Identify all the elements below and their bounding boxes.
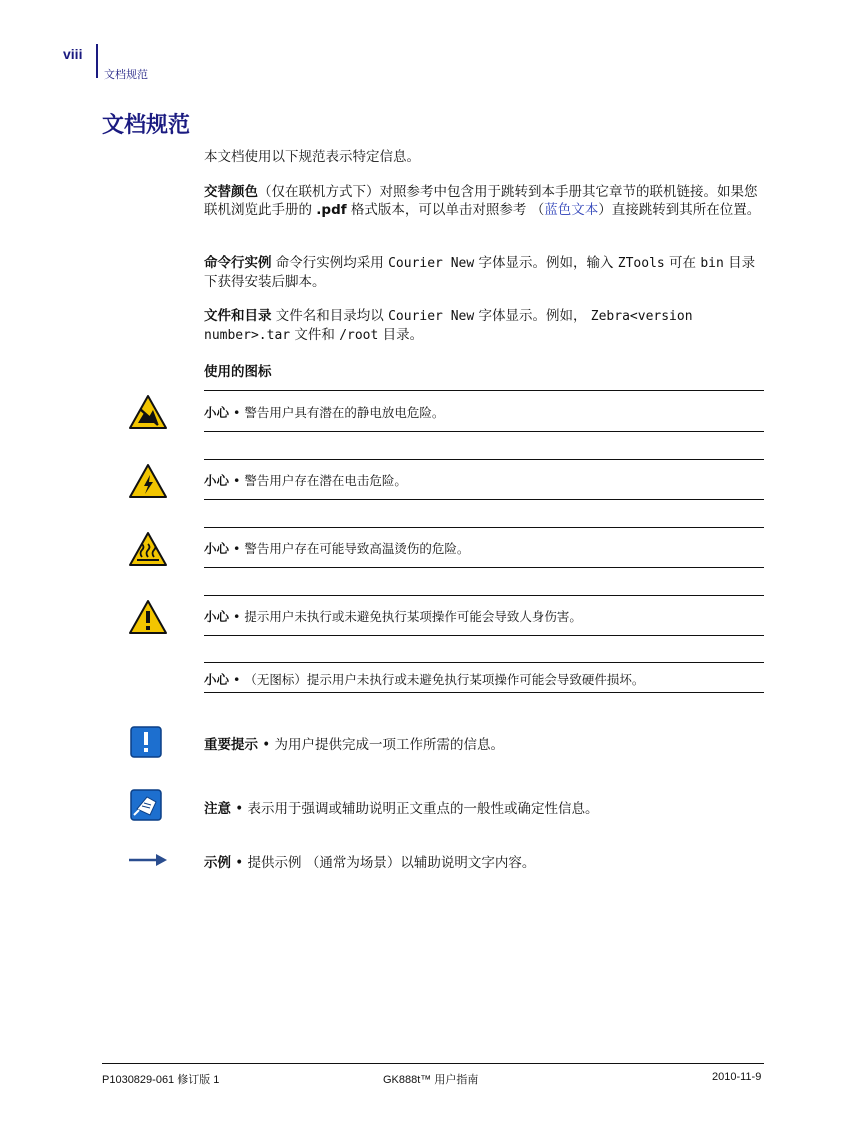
files-term: 文件和目录 bbox=[204, 308, 272, 324]
caution-rule-top bbox=[204, 390, 764, 391]
esd-warning-icon bbox=[128, 394, 168, 434]
files-code-directory: /root bbox=[339, 328, 379, 343]
note-description: 提供示例 （通常为场景）以辅助说明文字内容。 bbox=[247, 855, 536, 871]
caution-rule-bottom bbox=[204, 635, 764, 636]
command-line-text-d: 目录下获得安装后脚本。 bbox=[204, 255, 756, 290]
caution-bullet: • bbox=[229, 541, 245, 556]
command-line-text-a: 命令行实例均采用 bbox=[271, 255, 389, 271]
footer-date: 2010-11-9 bbox=[712, 1071, 762, 1083]
caution-rule-bottom bbox=[204, 692, 764, 693]
note-description: 表示用于强调或辅助说明正文重点的一般性或确定性信息。 bbox=[247, 801, 599, 817]
note-label: 重要提示 bbox=[204, 737, 258, 753]
caution-injury-text bbox=[204, 607, 764, 625]
page-number: viii bbox=[63, 46, 83, 62]
code-filename: Zebra<version number>.tar bbox=[204, 309, 693, 343]
caution-rule-top bbox=[204, 595, 764, 596]
files-text-c: 文件和 bbox=[290, 327, 340, 343]
caution-rule-top bbox=[204, 459, 764, 460]
caution-label: 小心 bbox=[204, 541, 230, 556]
electric-shock-icon bbox=[128, 463, 168, 503]
footer-rule bbox=[102, 1063, 764, 1064]
code-font-name: Courier New bbox=[388, 256, 475, 271]
command-line-text-c: 可在 bbox=[664, 255, 701, 271]
alt-color-term: 交替颜色 bbox=[204, 184, 258, 200]
alt-color-text-a: （仅在联机方式下）对照参考中包含用于跳转到本手册其它章节的联机链接。如果您联机浏览此手册的 bbox=[204, 184, 758, 218]
caution-rule-bottom bbox=[204, 431, 764, 432]
code-command: ZTools bbox=[617, 256, 665, 271]
important-icon bbox=[130, 726, 162, 762]
running-title: 文档规范 bbox=[104, 68, 148, 81]
note-icon bbox=[130, 789, 162, 825]
caution-rule-bottom bbox=[204, 567, 764, 568]
caution-hardware-text bbox=[204, 670, 764, 688]
caution-description: 提示用户未执行或未避免执行某项操作可能会导致人身伤害。 bbox=[244, 609, 582, 624]
files-paragraph bbox=[204, 307, 764, 345]
code-directory: bin bbox=[700, 256, 724, 271]
command-line-term: 命令行实例 bbox=[204, 255, 272, 271]
caution-rule-bottom bbox=[204, 499, 764, 500]
caution-description: 警告用户存在潜在电击危险。 bbox=[244, 473, 407, 488]
caution-rule-top bbox=[204, 527, 764, 528]
note-bullet: • bbox=[231, 855, 248, 871]
caution-label: 小心 bbox=[204, 473, 230, 488]
caution-bullet: • bbox=[229, 473, 245, 488]
note-bullet: • bbox=[231, 801, 248, 817]
caution-hot-text bbox=[204, 539, 764, 557]
caution-bullet: • bbox=[229, 609, 245, 624]
caution-rule-top bbox=[204, 662, 764, 663]
intro-paragraph: 本文档使用以下规范表示特定信息。 bbox=[204, 149, 420, 165]
caution-bullet: • bbox=[229, 672, 245, 687]
command-line-paragraph bbox=[204, 254, 764, 291]
command-line-text-b: 字体显示。例如，输入 bbox=[474, 255, 618, 271]
caution-description: 警告用户存在可能导致高温烫伤的危险。 bbox=[244, 541, 470, 556]
alt-color-text-c: ）直接跳转到其所在位置。 bbox=[598, 202, 761, 218]
note-text bbox=[204, 797, 764, 817]
page-title: 文档规范 bbox=[102, 113, 191, 138]
caution-label: 小心 bbox=[204, 609, 230, 624]
header-divider bbox=[96, 44, 98, 78]
caution-description: 警告用户具有潜在的静电放电危险。 bbox=[244, 405, 445, 420]
files-text-d: 目录。 bbox=[378, 327, 424, 343]
caution-label: 小心 bbox=[204, 672, 230, 687]
files-text-a: 文件名和目录均以 bbox=[271, 308, 389, 324]
note-label: 示例 bbox=[204, 855, 231, 871]
example-text bbox=[204, 851, 764, 871]
alt-color-text-b: 格式版本，可以单击对照参考 （ bbox=[346, 202, 545, 218]
important-text bbox=[204, 733, 764, 753]
icons-heading: 使用的图标 bbox=[204, 364, 272, 380]
note-description: 为用户提供完成一项工作所需的信息。 bbox=[274, 737, 505, 753]
hot-surface-icon bbox=[128, 531, 168, 571]
note-label: 注意 bbox=[204, 801, 231, 817]
caution-label: 小心 bbox=[204, 405, 230, 420]
blue-text-link[interactable]: 蓝色文本 bbox=[544, 202, 599, 218]
caution-esd-text bbox=[204, 403, 764, 421]
exclamation-warning-icon bbox=[128, 599, 168, 639]
files-text-b: 字体显示。例如， bbox=[474, 308, 591, 324]
caution-shock-text bbox=[204, 471, 764, 489]
footer-guide-title: GK888t™ 用户指南 bbox=[383, 1074, 479, 1086]
caution-bullet: • bbox=[229, 405, 245, 420]
caution-description: （无图标）提示用户未执行或未避免执行某项操作可能会导致硬件损坏。 bbox=[244, 672, 645, 687]
arrow-right-icon bbox=[128, 852, 168, 871]
pdf-label: .pdf bbox=[316, 202, 347, 218]
files-code-font-name: Courier New bbox=[388, 309, 475, 324]
footer-doc-number: P1030829-061 修订版 1 bbox=[102, 1074, 220, 1086]
note-bullet: • bbox=[258, 737, 275, 753]
alt-color-paragraph bbox=[204, 183, 764, 219]
